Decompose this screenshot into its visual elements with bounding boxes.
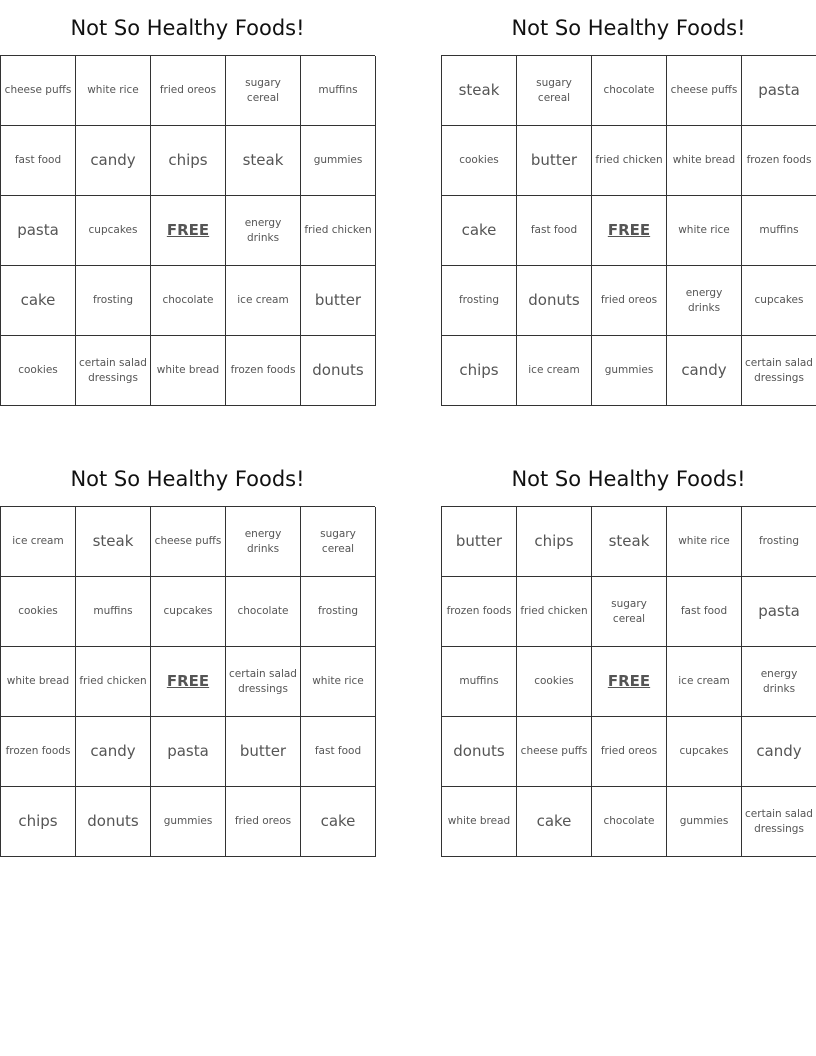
bingo-cell: fried chicken [301, 196, 376, 266]
bingo-cell: butter [442, 507, 517, 577]
bingo-cell: candy [667, 336, 742, 406]
bingo-cell: fast food [667, 577, 742, 647]
bingo-cell: gummies [301, 126, 376, 196]
bingo-grid [0, 506, 375, 857]
bingo-cell: cheese puffs [151, 507, 226, 577]
bingo-cell: frosting [742, 507, 816, 577]
bingo-cell: certain salad dressings [742, 336, 816, 406]
bingo-cell: white rice [76, 56, 151, 126]
bingo-cell: certain salad dressings [76, 336, 151, 406]
bingo-cell: ice cream [667, 647, 742, 717]
bingo-cell: chips [442, 336, 517, 406]
bingo-cell: white rice [667, 196, 742, 266]
bingo-cell: white rice [667, 507, 742, 577]
bingo-cell: cookies [517, 647, 592, 717]
bingo-cell: frozen foods [1, 717, 76, 787]
bingo-cell: white bread [1, 647, 76, 717]
bingo-cell: fried oreos [226, 787, 301, 857]
bingo-cell: muffins [442, 647, 517, 717]
bingo-cell: steak [76, 507, 151, 577]
bingo-cell: cake [442, 196, 517, 266]
bingo-cell: gummies [592, 336, 667, 406]
bingo-cell: chips [1, 787, 76, 857]
bingo-cell: ice cream [226, 266, 301, 336]
bingo-cell: cupcakes [667, 717, 742, 787]
bingo-cell: energy drinks [226, 196, 301, 266]
bingo-cell: fried chicken [517, 577, 592, 647]
bingo-cell: chips [517, 507, 592, 577]
bingo-cell: sugary cereal [226, 56, 301, 126]
bingo-cell: frosting [76, 266, 151, 336]
bingo-cell: chocolate [592, 56, 667, 126]
bingo-cell: candy [76, 126, 151, 196]
bingo-cell: white bread [667, 126, 742, 196]
card-title: Not So Healthy Foods! [70, 16, 305, 40]
bingo-cell: cheese puffs [517, 717, 592, 787]
bingo-cell: frosting [301, 577, 376, 647]
bingo-cell: white bread [151, 336, 226, 406]
bingo-cell: steak [592, 507, 667, 577]
card-title: Not So Healthy Foods! [511, 467, 746, 491]
bingo-cell: muffins [301, 56, 376, 126]
bingo-cell: candy [742, 717, 816, 787]
bingo-cell: fried oreos [151, 56, 226, 126]
bingo-cell: ice cream [1, 507, 76, 577]
free-space-cell: FREE [151, 196, 226, 266]
bingo-cell: chocolate [226, 577, 301, 647]
bingo-cell: fast food [517, 196, 592, 266]
bingo-cell: chocolate [151, 266, 226, 336]
bingo-cell: donuts [301, 336, 376, 406]
bingo-cell: cake [301, 787, 376, 857]
bingo-cell: cupcakes [151, 577, 226, 647]
bingo-cell: frosting [442, 266, 517, 336]
bingo-cell: muffins [76, 577, 151, 647]
bingo-cell: cake [1, 266, 76, 336]
bingo-cell: sugary cereal [301, 507, 376, 577]
bingo-cell: cookies [1, 577, 76, 647]
bingo-cell: cupcakes [76, 196, 151, 266]
bingo-cell: donuts [76, 787, 151, 857]
bingo-cell: steak [226, 126, 301, 196]
bingo-cell: frozen foods [742, 126, 816, 196]
bingo-cell: fried chicken [592, 126, 667, 196]
bingo-cell: cake [517, 787, 592, 857]
bingo-cell: pasta [151, 717, 226, 787]
bingo-cell: cupcakes [742, 266, 816, 336]
bingo-cell: muffins [742, 196, 816, 266]
bingo-cell: fast food [301, 717, 376, 787]
bingo-card-4 [441, 451, 816, 857]
bingo-cell: butter [301, 266, 376, 336]
bingo-cell: steak [442, 56, 517, 126]
bingo-card-1 [0, 0, 375, 406]
bingo-cell: frozen foods [442, 577, 517, 647]
bingo-cell: donuts [517, 266, 592, 336]
free-space-cell: FREE [592, 647, 667, 717]
bingo-cell: pasta [742, 56, 816, 126]
bingo-cell: pasta [1, 196, 76, 266]
bingo-card-3 [0, 451, 375, 857]
bingo-cell: fast food [1, 126, 76, 196]
bingo-cell: cheese puffs [1, 56, 76, 126]
bingo-cell: pasta [742, 577, 816, 647]
bingo-cell: gummies [667, 787, 742, 857]
card-title: Not So Healthy Foods! [511, 16, 746, 40]
card-title: Not So Healthy Foods! [70, 467, 305, 491]
bingo-cell: donuts [442, 717, 517, 787]
bingo-cell: sugary cereal [517, 56, 592, 126]
bingo-cell: energy drinks [226, 507, 301, 577]
bingo-cell: energy drinks [667, 266, 742, 336]
bingo-cell: cheese puffs [667, 56, 742, 126]
bingo-cell: sugary cereal [592, 577, 667, 647]
bingo-cell: ice cream [517, 336, 592, 406]
bingo-card-2 [441, 0, 816, 406]
bingo-cell: chocolate [592, 787, 667, 857]
bingo-cell: gummies [151, 787, 226, 857]
bingo-cell: certain salad dressings [226, 647, 301, 717]
free-space-cell: FREE [592, 196, 667, 266]
bingo-cell: butter [517, 126, 592, 196]
bingo-cell: frozen foods [226, 336, 301, 406]
bingo-cell: certain salad dressings [742, 787, 816, 857]
bingo-grid [441, 55, 816, 406]
bingo-cell: cookies [1, 336, 76, 406]
bingo-cell: fried chicken [76, 647, 151, 717]
bingo-cell: fried oreos [592, 717, 667, 787]
bingo-cell: chips [151, 126, 226, 196]
bingo-cell: fried oreos [592, 266, 667, 336]
bingo-cell: white bread [442, 787, 517, 857]
free-space-cell: FREE [151, 647, 226, 717]
bingo-cell: cookies [442, 126, 517, 196]
bingo-grid [0, 55, 375, 406]
bingo-cell: white rice [301, 647, 376, 717]
bingo-cell: butter [226, 717, 301, 787]
bingo-cell: candy [76, 717, 151, 787]
bingo-cell: energy drinks [742, 647, 816, 717]
bingo-grid [441, 506, 816, 857]
